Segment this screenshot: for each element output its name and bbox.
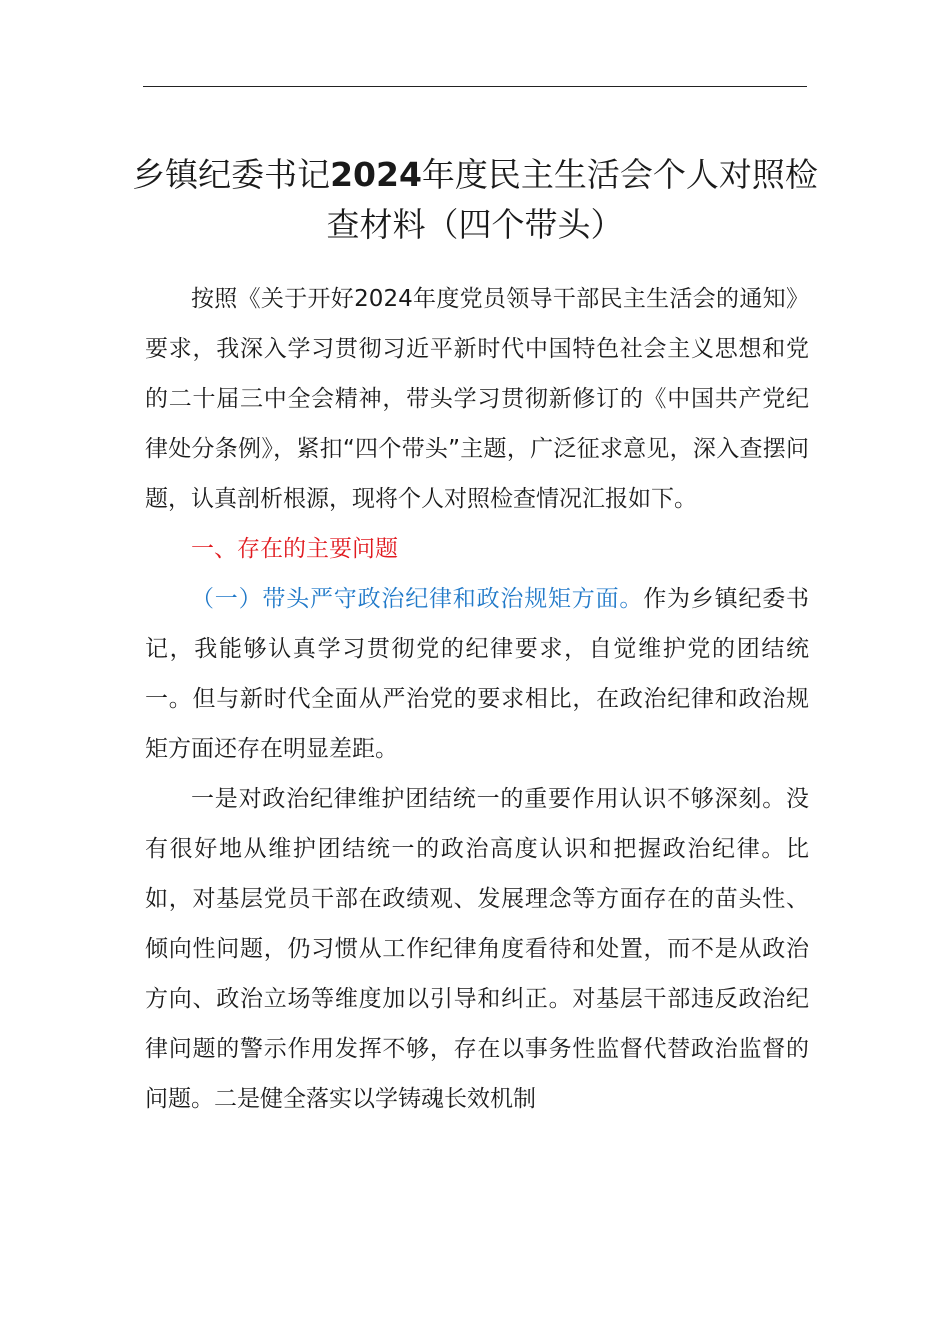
intro-paragraph: 按照《关于开好2024年度党员领导干部民主生活会的通知》要求，我深入学习贯彻习近平新时代中国特色社会主义思想和党的二十届三中全会精神，带头学习贯彻新修订的《中国共产党纪律处分条例》，紧扣“四个带头”主题，广泛征求意见，深入查摆问题，认真剖析根源，现将个人对照检查情况汇报如下。 — [145, 286, 809, 512]
title-year: 2024 — [330, 155, 422, 194]
title-suffix: 年度民主生活会个人对照检查材料（四个带头） — [326, 155, 818, 244]
header-rule — [143, 86, 807, 87]
document-title — [120, 150, 830, 250]
subsection-heading: （一）带头严守政治纪律和政治规矩方面。 — [191, 586, 644, 612]
point-paragraph: 一是对政治纪律维护团结统一的重要作用认识不够深刻。没有很好地从维护团结统一的政治高度认识和把握政治纪律。比如，对基层党员干部在政绩观、发展理念等方面存在的苗头性、倾向性问题，仍习惯从工作纪律角度看待和处置，而不是从政治方向、政治立场等维度加以引导和纠正。对基层干部违反政治纪律问题的警示作用发挥不够，存在以事务性监督代替政治监督的问题。二是健全落实以学铸魂长效机制 — [145, 786, 809, 1112]
subsection-text: 作为乡镇纪委书记，我能够认真学习贯彻党的纪律要求，自觉维护党的团结统一。但与新时代全面从严治党的要求相比，在政治纪律和政治规矩方面还存在明显差距。 — [145, 586, 810, 762]
title-prefix: 乡镇纪委书记 — [132, 155, 331, 194]
section-heading-problems: 一、存在的主要问题 — [191, 536, 398, 562]
subsection-paragraph — [145, 574, 809, 774]
document-body — [145, 274, 809, 1124]
